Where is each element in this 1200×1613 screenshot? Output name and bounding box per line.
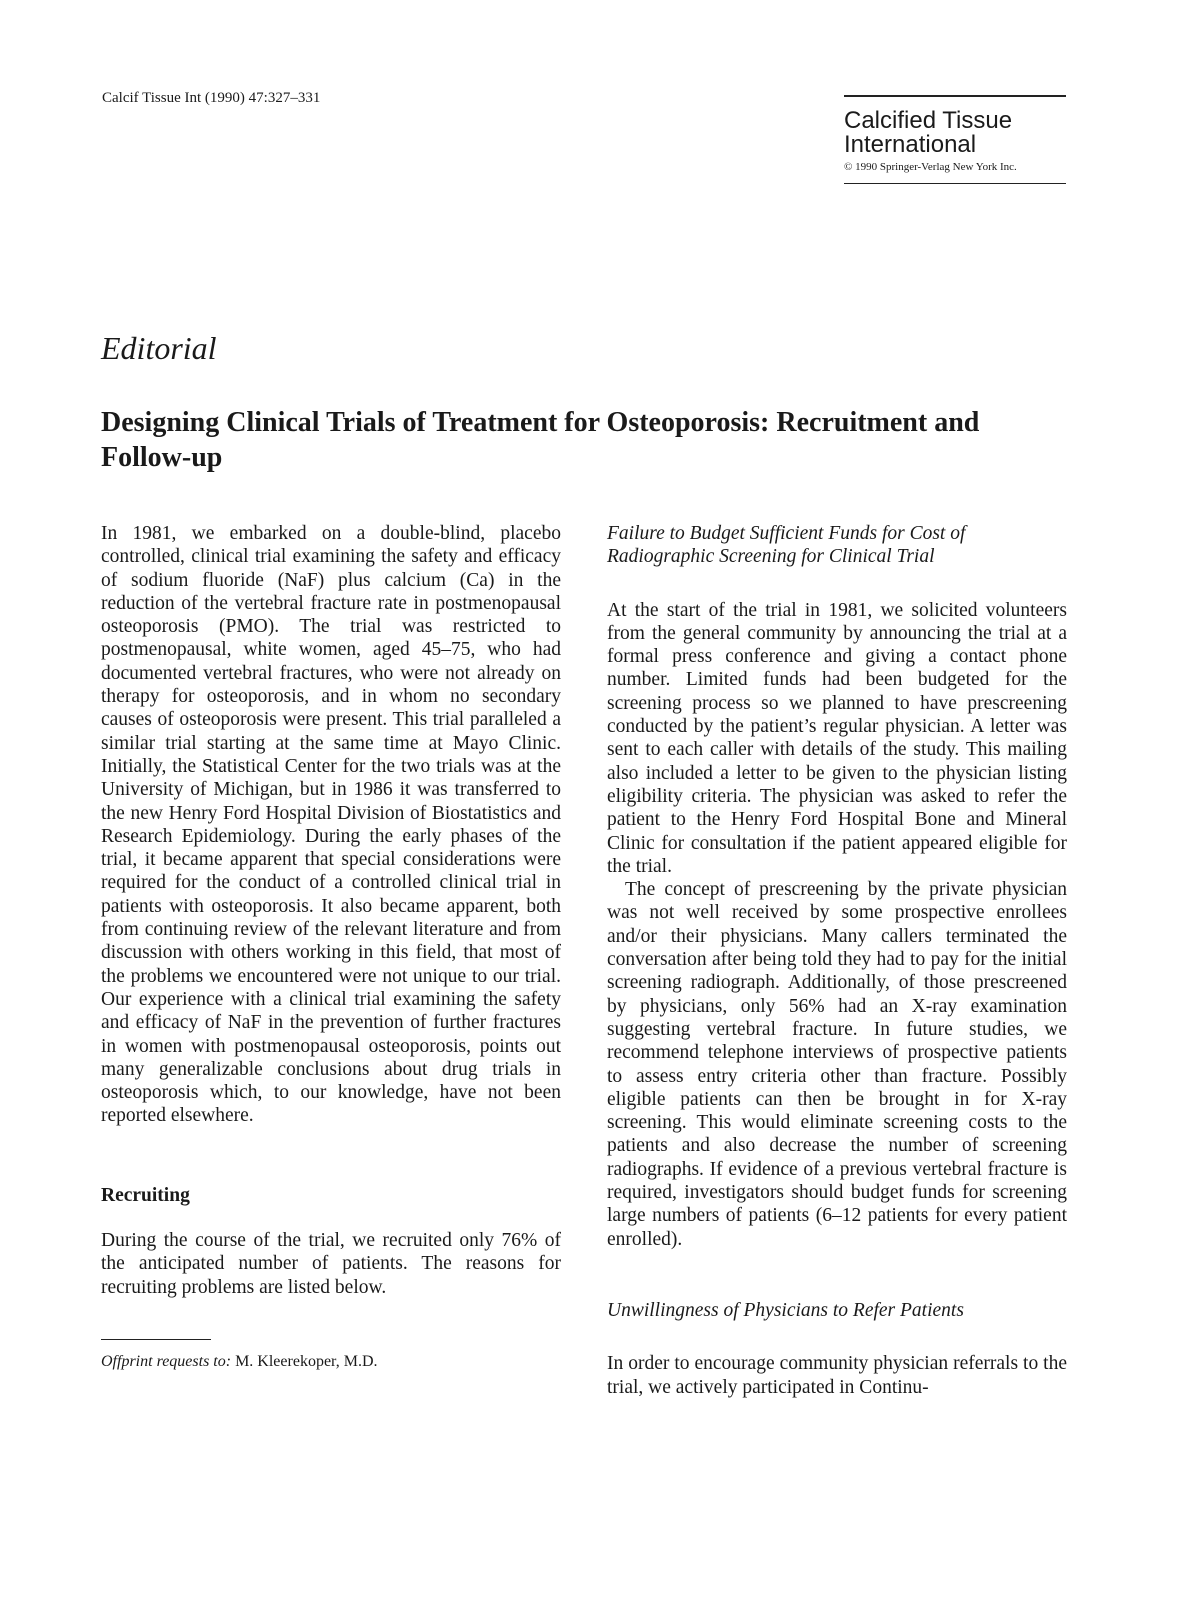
subheading-physicians: Unwillingness of Physicians to Refer Patients	[607, 1299, 964, 1321]
budget-paragraph-2: The concept of prescreening by the private physician was not well received by some prospective enrollees and/or their physicians. Many callers terminated the conversation after being told they had to pay for the initial screening radiograph. Additionally, of those prescreened by physicians, only 56% had an X-ray examination suggesting vertebral fracture. In future studies, we recommend telephone interviews of prospective patients to assess entry criteria other than fracture. Possibly eligible patients can then be brought in for X-ray screening. This would eliminate screening costs to the patients and also decrease the number of screening radiographs. If evidence of a previous vertebral fracture is required, investigators should budget funds for screening large numbers of patients (6–12 patients for every patient enrolled).	[607, 879, 1067, 1250]
journal-citation: Calcif Tissue Int (1990) 47:327–331	[102, 90, 321, 106]
footnote-label: Offprint requests to:	[101, 1352, 232, 1370]
left-column	[101, 522, 561, 1373]
section-label: Editorial	[101, 330, 217, 366]
budget-paragraph-1: At the start of the trial in 1981, we solicited volunteers from the general community by announcing the trial at a formal press conference and giving a contact phone number. Limited funds had been budgeted for the screening process so we planned to have prescreening conducted by the patient’s regular physician. A letter was sent to each caller with details of the study. This mailing also included a letter to be given to the physician listing eligibility criteria. The physician was asked to refer the patient to the Henry Ford Hospital Bone and Mineral Clinic for consultation if the patient appeared eligible for the trial.	[607, 599, 1067, 877]
journal-name-line1: Calcified Tissue	[844, 107, 1013, 134]
subheading-budget: Failure to Budget Sufficient Funds for Cost of Radiographic Screening for Clinical Trial	[607, 523, 966, 568]
article-title: Designing Clinical Trials of Treatment for Osteoporosis: Recruitment and Follow-up	[101, 407, 980, 473]
footnote-rule	[101, 1339, 211, 1340]
footnote	[101, 1350, 561, 1373]
recruiting-heading: Recruiting	[101, 1184, 190, 1206]
physicians-paragraph: In order to encourage community physician referrals to the trial, we actively participated in Continu-	[607, 1353, 1067, 1398]
journal-masthead	[844, 95, 1066, 184]
intro-paragraph: In 1981, we embarked on a double-blind, placebo controlled, clinical trial examining the safety and efficacy of sodium fluoride (NaF) plus calcium (Ca) in the reduction of the vertebral fracture rate in postmenopausal osteoporosis (PMO). The trial was restricted to postmenopausal, white women, aged 45–75, who had documented vertebral fractures, who were not already on therapy for osteoporosis, and in whom no secondary causes of osteoporosis were present. This trial paralleled a similar trial starting at the same time at Mayo Clinic. Initially, the Statistical Center for the two trials was at the University of Michigan, but in 1986 it was transferred to the new Henry Ford Hospital Division of Biostatistics and Research Epidemiology. During the early phases of the trial, it became apparent that special considerations were required for the conduct of a controlled clinical trial in patients with osteoporosis. It also became apparent, both from continuing review of the relevant literature and from discussion with others working in this field, that most of the problems we encountered were not unique to our trial. Our experience with a clinical trial examining the safety and efficacy of NaF in the prevention of further fractures in women with postmenopausal osteoporosis, points out many generalizable conclusions about drug trials in osteoporosis which, to our knowledge, have not been reported elsewhere.	[101, 523, 561, 1127]
right-column	[607, 522, 1067, 1399]
journal-name-line2: International	[844, 131, 977, 158]
copyright-notice: © 1990 Springer-Verlag New York Inc.	[844, 161, 1066, 184]
footnote-name: M. Kleerekoper, M.D.	[235, 1352, 378, 1370]
recruiting-paragraph: During the course of the trial, we recruited only 76% of the anticipated number of patients. The reasons for recruiting problems are listed below.	[101, 1230, 561, 1298]
